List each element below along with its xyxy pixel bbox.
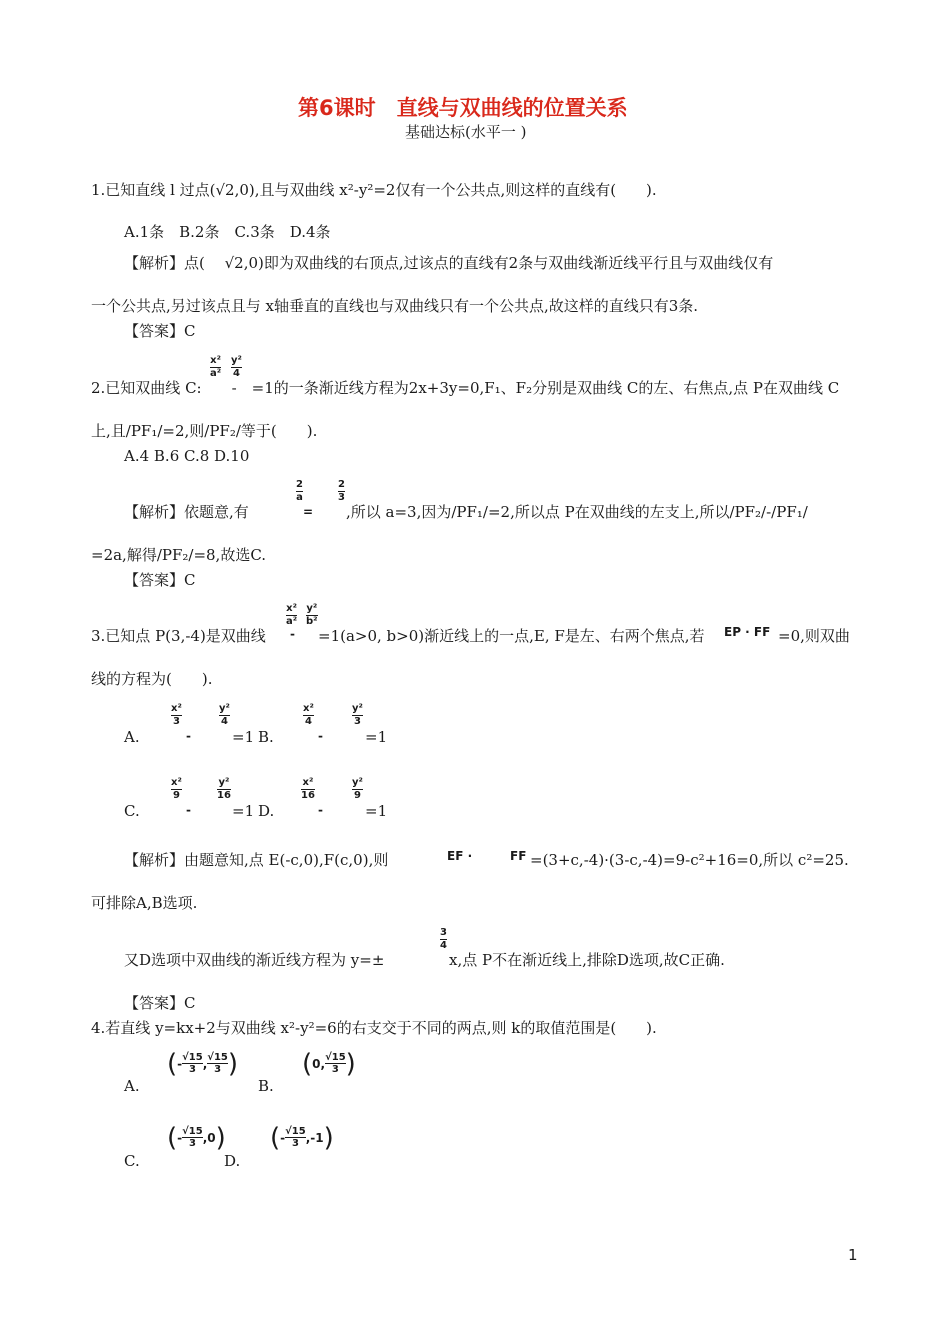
q4-option-a-label: A. [124,1077,140,1095]
q4-option-c-label: C. [124,1152,140,1170]
q4-option-c-interval: ( - √15 3 ,0 ) [167,1122,226,1153]
q2-analysis-line1b: ,所以 a=3,因为/PF₁/=2,所以点 P在双曲线的左支上,所以/PF₂/-/PF₁/ [346,503,808,521]
q2-stem-line1: 2.已知双曲线 C: - =1的一条渐近线方程为2x+3y=0,F₁、F₂分别是双曲线 C的左、右焦点,点 P在双曲线 C [91,379,840,397]
q3-frac-3-4: 3 4 [440,927,447,951]
q3-option-b-label: B. [258,728,274,746]
q3-b-eq: =1 [365,728,388,746]
q3-vector-ef: EF · [447,849,473,863]
q3-d-minus: - [318,803,323,817]
q3-d-frac-y2-9: y² 9 [352,777,363,801]
q3-a-eq: =1 [232,728,255,746]
q3-c-frac-y2-16: y² 16 [217,777,231,801]
q3-option-c-label: C. [124,802,140,820]
q2-analysis-line1: 【解析】依题意,有 [124,503,249,521]
q3-minus: - [290,627,295,641]
q3-b-frac-x2-4: x² 4 [303,703,314,727]
q2-answer: 【答案】C [124,571,196,589]
q3-stem-line1a: 3.已知点 P(3,-4)是双曲线 [91,627,266,645]
page-subtitle: 基础达标(水平一 ) [405,123,527,141]
q3-d-frac-x2-16: x² 16 [301,777,315,801]
q3-a-frac-x2-3: x² 3 [171,703,182,727]
q1-stem: 1.已知直线 l 过点(√2,0),且与双曲线 x²-y²=2仅有一个公共点,则这样的直线有( ). [91,181,657,199]
q4-option-b-label: B. [258,1077,274,1095]
q1-analysis-line2: 一个公共点,另过该点且与 x轴垂直的直线也与双曲线只有一个公共点,故这样的直线只有3条. [91,297,699,315]
q2-analysis-line2: =2a,解得/PF₂/=8,故选C. [91,546,267,564]
q1-analysis-line1: 【解析】点( √2,0)即为双曲线的右顶点,过该点的直线有2条与双曲线渐近线平行且与双曲线仅有 [124,254,774,272]
q3-analysis-line2: 可排除A,B选项. [91,894,198,912]
q3-analysis-line3a: 又D选项中双曲线的渐近线方程为 y=± [124,951,385,969]
q2-stem-line2: 上,且/PF₁/=2,则/PF₂/等于( ). [91,422,318,440]
page-title: 第6课时 直线与双曲线的位置关系 [298,96,628,120]
q3-b-frac-y2-3: y² 3 [352,703,363,727]
q3-d-eq: =1 [365,802,388,820]
q3-frac-y2-b2: y² b² [306,603,318,627]
q3-vector-ep-ff: EP · FF [724,625,771,639]
q2-options: A.4 B.6 C.8 D.10 [124,447,250,465]
q4-option-a-interval: ( - √15 3 , √15 3 ) [167,1048,239,1079]
q4-stem: 4.若直线 y=kx+2与双曲线 x²-y²=6的右支交于不同的两点,则 k的取值范围是( ). [91,1019,657,1037]
q4-option-b-interval: ( 0, √15 3 ) [302,1048,356,1079]
q3-c-frac-x2-9: x² 9 [171,777,182,801]
q3-analysis-line1b: =(3+c,-4)·(3-c,-4)=9-c²+16=0,所以 c²=25. [530,851,849,869]
q3-vector-ff: FF [510,849,527,863]
q3-a-minus: - [186,729,191,743]
q4-option-d-interval: ( - √15 3 ,-1 ) [270,1122,334,1153]
q2-eq-sign: = [303,505,314,519]
q3-option-a-label: A. [124,728,140,746]
q3-analysis-line3b: x,点 P不在渐近线上,排除D选项,故C正确. [449,951,725,969]
q1-answer: 【答案】C [124,322,196,340]
q3-analysis-line1a: 【解析】由题意知,点 E(-c,0),F(c,0),则 [124,851,389,869]
q1-options: A.1条 B.2条 C.3条 D.4条 [124,223,331,241]
q3-option-d-label: D. [258,802,275,820]
q2-frac-y2-4: y² 4 [231,355,242,379]
q3-b-minus: - [318,729,323,743]
q2-frac-2-a: 2 a [296,479,303,503]
q3-a-frac-y2-4: y² 4 [219,703,230,727]
q3-frac-x2-a2: x² a² [286,603,298,627]
q3-c-minus: - [186,803,191,817]
q2-frac-x2-a2: x² a² [210,355,222,379]
page-number: 1 [848,1246,858,1264]
q3-stem-line1c: =0,则双曲 [778,627,850,645]
q3-answer: 【答案】C [124,994,196,1012]
q3-stem-line1b: =1(a>0, b>0)渐近线上的一点,E, F是左、右两个焦点,若 [318,627,705,645]
q3-stem-line2: 线的方程为( ). [91,670,213,688]
q4-option-d-label: D. [224,1152,241,1170]
q3-c-eq: =1 [232,802,255,820]
q2-frac-2-3: 2 3 [338,479,345,503]
